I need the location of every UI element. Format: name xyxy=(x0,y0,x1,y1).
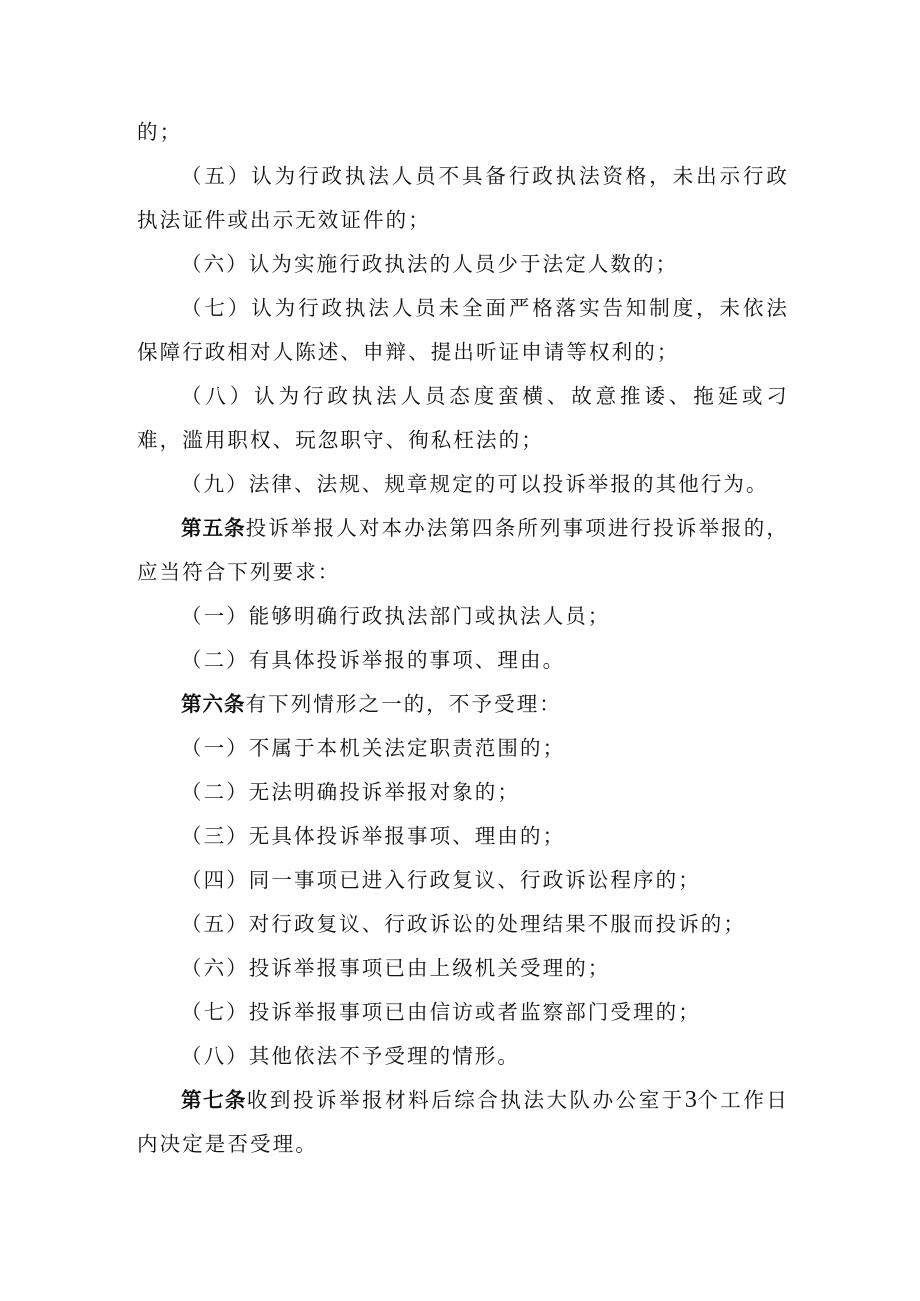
article-text: 收到投诉举报材料后综合执法大队办公室于 xyxy=(246,1088,685,1112)
list-item: （二）无法明确投诉举报对象的； xyxy=(181,780,520,804)
list-item: （三）无具体投诉举报事项、理由的； xyxy=(181,824,566,848)
article-heading: 第六条 xyxy=(181,692,246,716)
article-paragraph xyxy=(137,682,789,726)
list-item: （七）认为行政执法人员未全面严格落实告知制度，未依法保障行政相对人陈述、申辩、提出听证申请等权利的； xyxy=(137,296,789,364)
list-item: （八）认为行政执法人员态度蛮横、故意推诿、拖延或刁难，滥用职权、玩忽职守、徇私枉法的； xyxy=(137,384,789,452)
article-paragraph xyxy=(137,506,789,594)
article-paragraph xyxy=(137,1078,789,1166)
list-item: （五）认为行政执法人员不具备行政执法资格，未出示行政执法证件或出示无效证件的； xyxy=(137,164,789,232)
list-item: （一）能够明确行政执法部门或执法人员； xyxy=(181,604,611,628)
paragraph-continuation: 的； xyxy=(137,120,183,144)
list-item: （六）认为实施行政执法的人员少于法定人数的； xyxy=(181,252,679,276)
list-item: （二）有具体投诉举报的事项、理由。 xyxy=(181,648,566,672)
list-item: （八）其他依法不予受理的情形。 xyxy=(181,1044,520,1068)
list-item: （四）同一事项已进入行政复议、行政诉讼程序的； xyxy=(181,868,701,892)
article-text: 投诉举报人对本办法第四条所列事项进行投诉举报的，应当符合下列要求： xyxy=(137,516,790,584)
article-text: 个工作日内决定是否受理。 xyxy=(137,1088,790,1156)
list-item: （一）不属于本机关法定职责范围的； xyxy=(181,736,566,760)
list-item: （五）对行政复议、行政诉讼的处理结果不服而投诉的； xyxy=(181,912,746,936)
article-heading: 第七条 xyxy=(181,1088,247,1112)
list-item: （九）法律、法规、规章规定的可以投诉举报的其他行为。 xyxy=(181,472,769,496)
list-item: （六）投诉举报事项已由上级机关受理的； xyxy=(181,956,611,980)
article-text: 有下列情形之一的，不予受理： xyxy=(245,692,562,716)
article-heading: 第五条 xyxy=(181,516,246,540)
day-count: 3 xyxy=(684,1087,697,1113)
list-item: （七）投诉举报事项已由信访或者监察部门受理的； xyxy=(181,1000,701,1024)
